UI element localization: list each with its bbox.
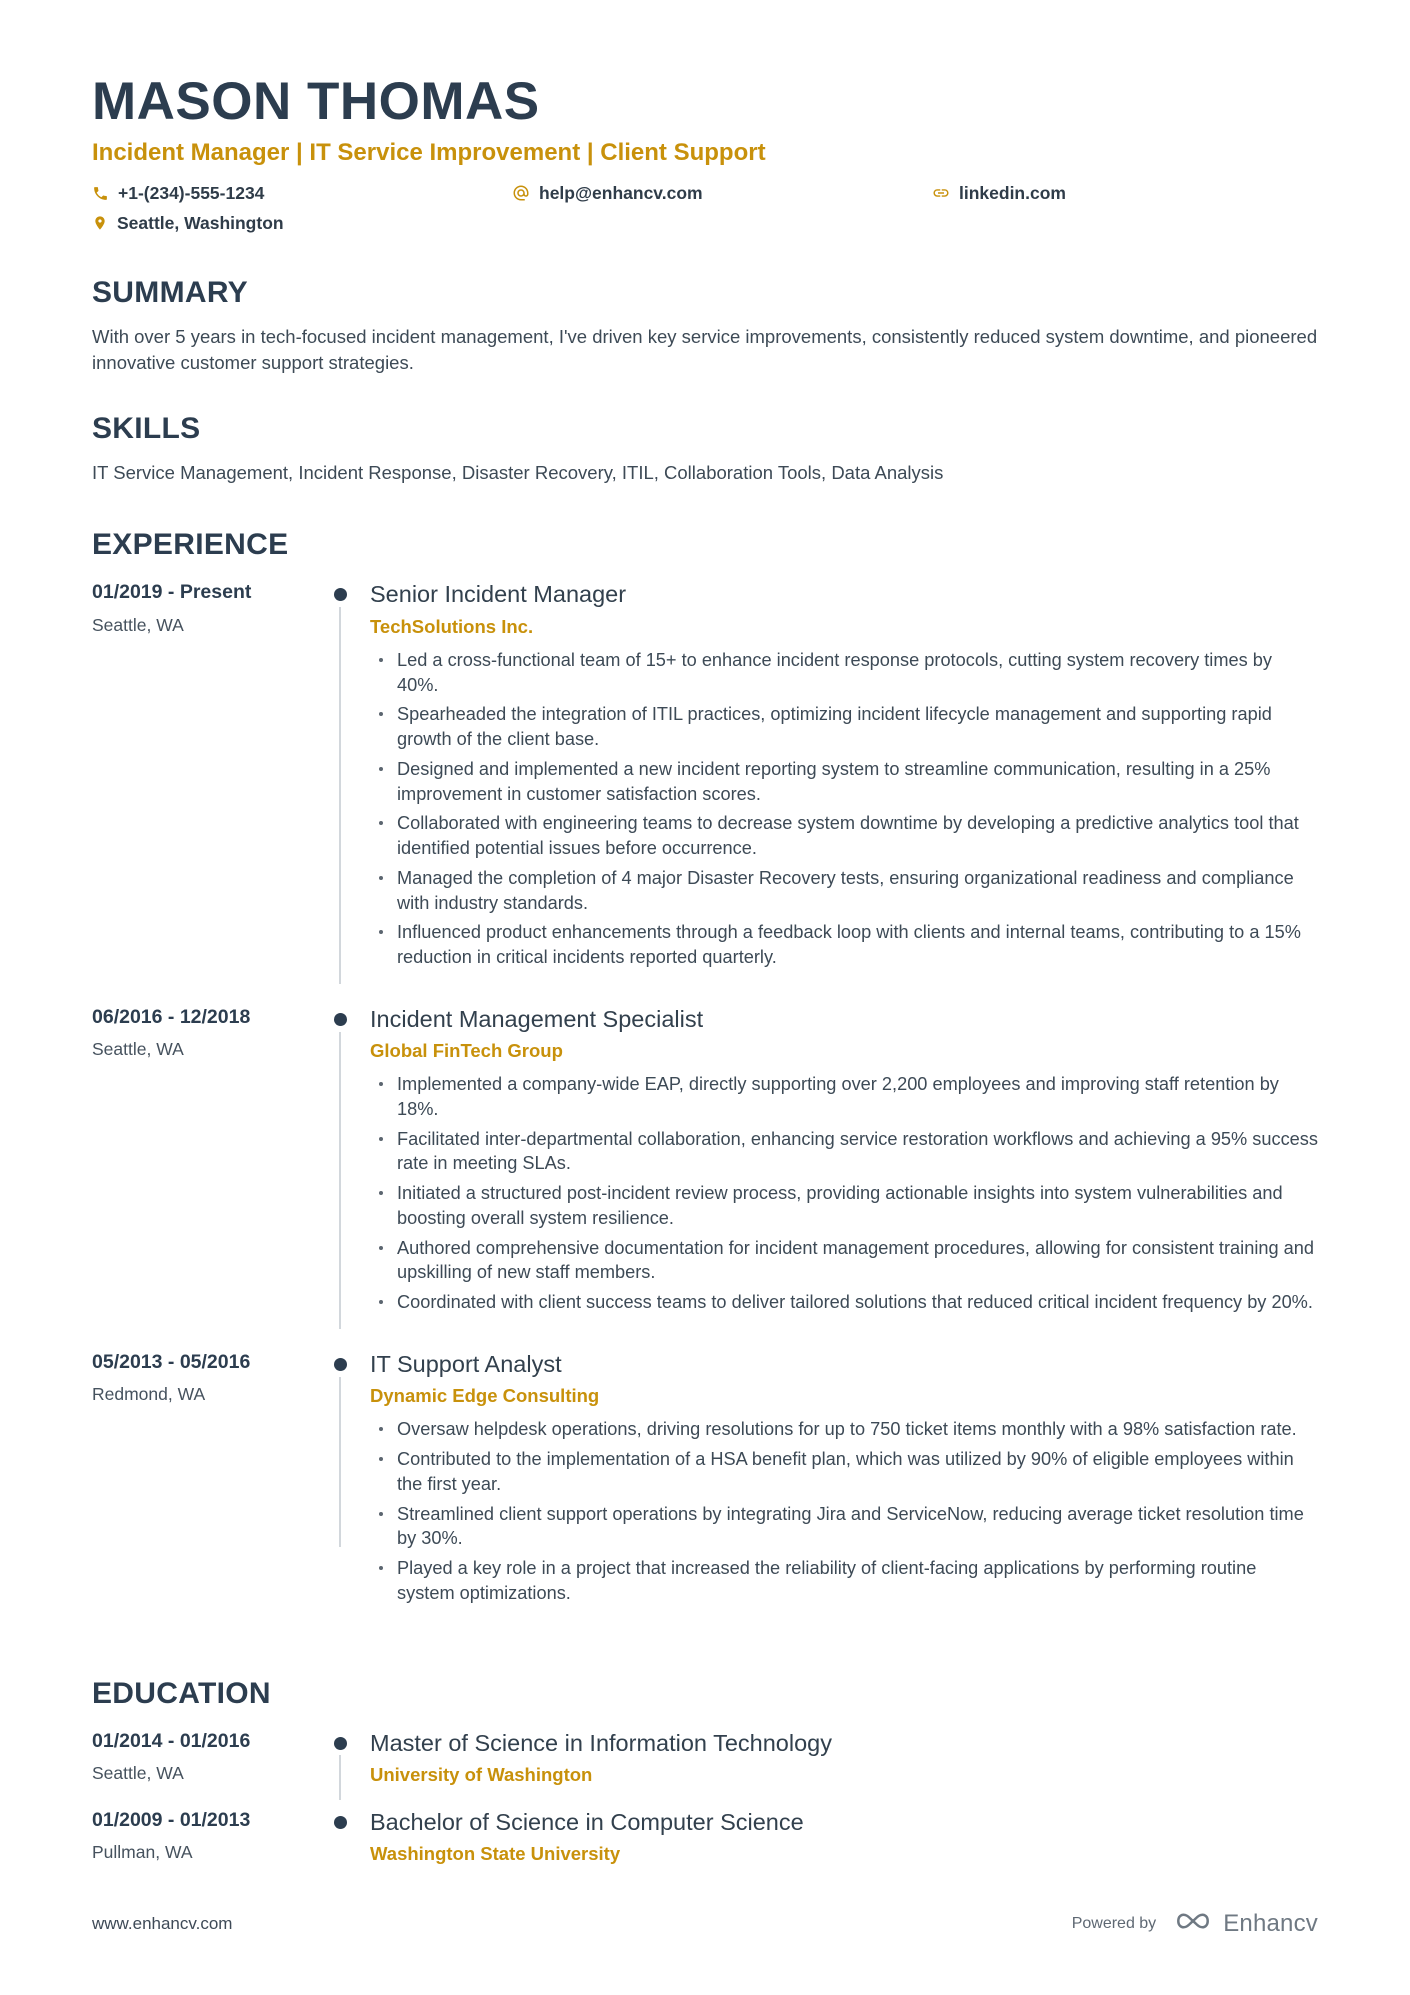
education-heading: EDUCATION xyxy=(92,1676,271,1710)
timeline-line xyxy=(339,1755,341,1800)
experience-section xyxy=(92,528,1318,1640)
job-headline: Incident Manager | IT Service Improvement | Client Support xyxy=(92,138,766,166)
skills-section xyxy=(92,412,1318,486)
entry-left xyxy=(92,580,324,974)
timeline-line xyxy=(339,1377,341,1547)
bullet-list xyxy=(370,1417,1318,1605)
bullet-item: Spearheaded the integration of ITIL practices, optimizing incident lifecycle management and supporting rapid growth of the client base. xyxy=(370,702,1318,752)
contact-location-label: Seattle, Washington xyxy=(117,212,284,233)
education-entry xyxy=(92,1729,1318,1808)
timeline-cell xyxy=(324,580,370,974)
header xyxy=(92,74,1318,234)
bullet-item: Played a key role in a project that increased the reliability of client-facing applications by performing routine system optimizations. xyxy=(370,1556,1318,1606)
entry-dates: 01/2019 - Present xyxy=(92,581,252,604)
contact-email[interactable] xyxy=(512,183,932,204)
timeline-cell xyxy=(324,1350,370,1611)
bullet-item: Led a cross-functional team of 15+ to enhance incident response protocols, cutting system recovery times by 40%. xyxy=(370,648,1318,698)
experience-entry xyxy=(92,1005,1318,1350)
bullet-item: Implemented a company-wide EAP, directly supporting over 2,200 employees and improving staff retention by 18%. xyxy=(370,1072,1318,1122)
entry-location: Seattle, WA xyxy=(92,614,184,635)
entry-dates: 01/2014 - 01/2016 xyxy=(92,1729,251,1752)
entry-location: Seattle, WA xyxy=(92,1039,184,1060)
education-section xyxy=(92,1677,1318,1888)
skills-heading: SKILLS xyxy=(92,412,201,446)
link-icon xyxy=(932,184,950,202)
contact-email-label: help@enhancv.com xyxy=(539,182,703,203)
contact-location xyxy=(92,213,512,234)
bullet-item: Designed and implemented a new incident reporting system to streamline communication, resulting in a 25% improvement in customer satisfaction scores. xyxy=(370,757,1318,807)
school-name: Washington State University xyxy=(370,1843,621,1865)
entry-location: Pullman, WA xyxy=(92,1842,193,1863)
entry-content xyxy=(370,1729,1318,1786)
entry-location: Redmond, WA xyxy=(92,1384,206,1405)
summary-text: With over 5 years in tech-focused incident management, I've driven key service improvements, consistently reduced system downtime, and pioneered innovative customer support strategies. xyxy=(92,325,1318,373)
entry-content xyxy=(370,1350,1318,1611)
entry-dates: 01/2009 - 01/2013 xyxy=(92,1808,251,1831)
timeline-dot xyxy=(334,1816,347,1829)
entry-left xyxy=(92,1350,324,1611)
enhancv-infinity-logo-icon xyxy=(1172,1908,1214,1939)
timeline-dot xyxy=(334,588,347,601)
entry-content xyxy=(370,580,1318,974)
bullet-item: Oversaw helpdesk operations, driving resolutions for up to 750 ticket items monthly with a 98% satisfaction rate. xyxy=(370,1417,1318,1442)
degree-title: Master of Science in Information Technology xyxy=(370,1729,832,1756)
company-name: Global FinTech Group xyxy=(370,1040,563,1062)
entry-left xyxy=(92,1808,324,1865)
timeline-cell xyxy=(324,1005,370,1320)
entry-dates: 05/2013 - 05/2016 xyxy=(92,1350,251,1373)
entry-location: Seattle, WA xyxy=(92,1762,184,1783)
person-name: MASON THOMAS xyxy=(92,72,540,131)
contact-linkedin-label: linkedin.com xyxy=(959,182,1066,203)
timeline-line xyxy=(339,1032,341,1329)
timeline-dot xyxy=(334,1737,347,1750)
bullet-item: Streamlined client support operations by integrating Jira and ServiceNow, reducing average ticket resolution time by 30%. xyxy=(370,1502,1318,1552)
powered-by-label: Powered by xyxy=(1071,1914,1157,1932)
entry-left xyxy=(92,1005,324,1320)
enhancv-brand-link[interactable] xyxy=(1172,1908,1318,1939)
bullet-item: Contributed to the implementation of a HSA benefit plan, which was utilized by 90% of eligible employees within the first year. xyxy=(370,1447,1318,1497)
entry-left xyxy=(92,1729,324,1786)
enhancv-brand-text: Enhancv xyxy=(1223,1909,1318,1937)
bullet-item: Authored comprehensive documentation for incident management procedures, allowing for consistent training and upskilling of new staff members. xyxy=(370,1236,1318,1286)
degree-title: Bachelor of Science in Computer Science xyxy=(370,1808,804,1835)
footer xyxy=(92,1908,1318,1939)
summary-section xyxy=(92,276,1318,377)
entry-dates: 06/2016 - 12/2018 xyxy=(92,1005,251,1028)
job-title: Senior Incident Manager xyxy=(370,581,627,608)
bullet-list xyxy=(370,1072,1318,1315)
footer-website-link[interactable]: www.enhancv.com xyxy=(92,1913,233,1933)
powered-by xyxy=(1072,1908,1318,1939)
bullet-item: Coordinated with client success teams to deliver tailored solutions that reduced critical incident frequency by 20%. xyxy=(370,1290,1318,1315)
bullet-list xyxy=(370,648,1318,970)
education-entry xyxy=(92,1808,1318,1887)
experience-entry xyxy=(92,1350,1318,1641)
experience-heading: EXPERIENCE xyxy=(92,528,289,562)
contact-phone-label: +1-(234)-555-1234 xyxy=(118,182,265,203)
job-title: IT Support Analyst xyxy=(370,1350,562,1377)
entry-content xyxy=(370,1005,1318,1320)
timeline-cell xyxy=(324,1808,370,1865)
contact-phone xyxy=(92,183,512,204)
job-title: Incident Management Specialist xyxy=(370,1005,704,1032)
pin-icon xyxy=(92,215,108,231)
timeline-cell xyxy=(324,1729,370,1786)
school-name: University of Washington xyxy=(370,1763,593,1785)
timeline-dot xyxy=(334,1013,347,1026)
contact-row xyxy=(92,183,1318,234)
bullet-item: Influenced product enhancements through a feedback loop with clients and internal teams, contributing to a 15% reduction in critical incidents reported quarterly. xyxy=(370,920,1318,970)
entry-content xyxy=(370,1808,1318,1865)
contact-linkedin[interactable] xyxy=(932,183,1318,204)
company-name: TechSolutions Inc. xyxy=(370,615,534,637)
at-icon xyxy=(512,184,530,202)
skills-text: IT Service Management, Incident Response, Disaster Recovery, ITIL, Collaboration Tools, Data Analysis xyxy=(92,462,944,484)
timeline-line xyxy=(339,607,341,983)
bullet-item: Managed the completion of 4 major Disaster Recovery tests, ensuring organizational readiness and compliance with industry standards. xyxy=(370,866,1318,916)
bullet-item: Initiated a structured post-incident review process, providing actionable insights into system vulnerabilities and boosting overall system resilience. xyxy=(370,1181,1318,1231)
bullet-item: Collaborated with engineering teams to decrease system downtime by developing a predictive analytics tool that identified potential issues before occurrence. xyxy=(370,811,1318,861)
bullet-item: Facilitated inter-departmental collaboration, enhancing service restoration workflows and achieving a 95% success rate in meeting SLAs. xyxy=(370,1127,1318,1177)
timeline-dot xyxy=(334,1358,347,1371)
summary-heading: SUMMARY xyxy=(92,275,248,309)
phone-icon xyxy=(92,185,109,202)
company-name: Dynamic Edge Consulting xyxy=(370,1385,600,1407)
experience-entry xyxy=(92,580,1318,1004)
